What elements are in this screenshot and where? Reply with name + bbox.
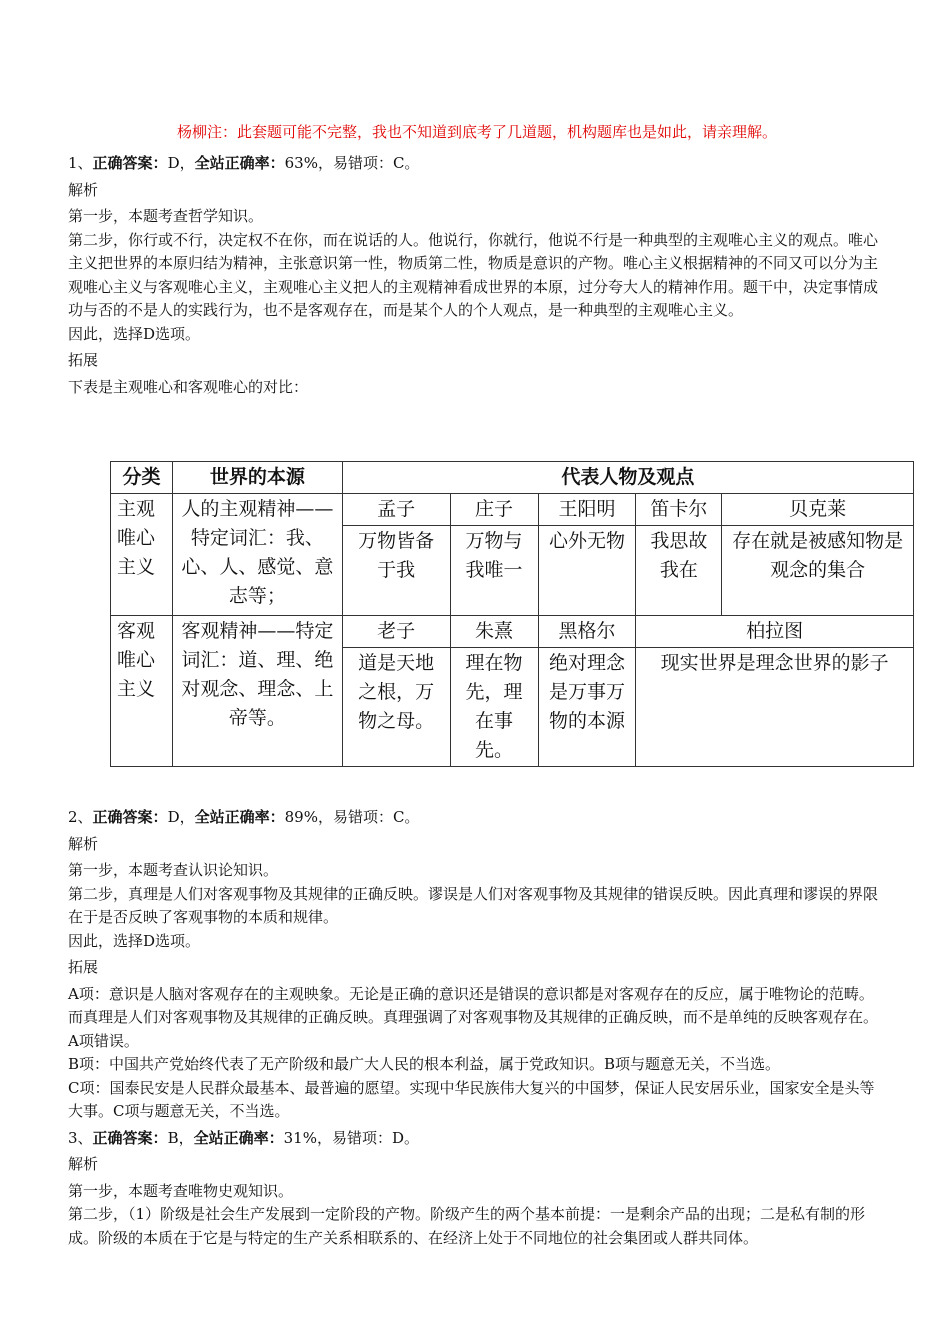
q1-analysis-label: 解析 xyxy=(68,180,99,199)
q2-header: 2、正确答案：D，全站正确率：89%，易错项：C。 xyxy=(68,808,420,826)
table-header-row xyxy=(111,462,914,494)
table-row xyxy=(111,494,914,526)
q2-step1: 第一步，本题考查认识论知识。 xyxy=(68,861,279,879)
section-q2 xyxy=(68,806,883,1250)
row1-origin: 人的主观精神——特定词汇：我、心、人、感觉、意志等； xyxy=(172,494,342,616)
row1-view: 心外无物 xyxy=(538,526,636,616)
th-origin: 世界的本源 xyxy=(172,462,342,494)
row1-name: 王阳明 xyxy=(538,494,636,526)
q2-conclusion: 因此，选择D选项。 xyxy=(68,931,201,950)
th-figures: 代表人物及观点 xyxy=(342,462,913,494)
row1-view: 存在就是被感知物是观念的集合 xyxy=(722,526,914,616)
row2-name: 黑格尔 xyxy=(538,616,636,648)
row2-name: 朱熹 xyxy=(450,616,538,648)
q3-header: 3、正确答案：B，全站正确率：31%，易错项：D。 xyxy=(68,1128,419,1147)
row2-category: 客观唯心主义 xyxy=(111,616,173,767)
q1-extension-label: 拓展 xyxy=(68,351,99,369)
row2-name: 柏拉图 xyxy=(636,616,914,648)
row1-category: 主观唯心主义 xyxy=(111,494,173,616)
q3-analysis-label: 解析 xyxy=(68,1155,99,1173)
comparison-table xyxy=(110,461,914,767)
row1-view: 万物皆备于我 xyxy=(342,526,450,616)
q1-table-intro: 下表是主观唯心和客观唯心的对比： xyxy=(68,377,309,396)
q3-step2: 第二步，（1）阶级是社会生产发展到一定阶段的产物。阶级产生的两个基本前提：一是剩余产品的出现；二是私有制的形成。阶级的本质在于它是与特定的生产关系相联系的、在经济上处于不同地位的社会集团或人群共同体。 xyxy=(68,1205,866,1247)
q2-option-b: B项：中国共产党始终代表了无产阶级和最广大人民的根本利益，属于党政知识。B项与题意无关，不当选。 xyxy=(68,1055,781,1073)
row2-view: 现实世界是理念世界的影子 xyxy=(636,648,914,767)
row2-origin: 客观精神——特定词汇：道、理、绝对观念、理念、上帝等。 xyxy=(172,616,342,767)
th-category: 分类 xyxy=(111,462,173,494)
row2-view: 理在物先，理在事先。 xyxy=(450,648,538,767)
q2-analysis-label: 解析 xyxy=(68,834,99,853)
section-q1 xyxy=(68,152,883,399)
q2-option-c: C项：国泰民安是人民群众最基本、最普遍的愿望。实现中华民族伟大复兴的中国梦，保证人民安居乐业，国家安全是头等大事。C项与题意无关，不当选。 xyxy=(68,1078,875,1120)
q1-header: 1、正确答案：D，全站正确率：63%，易错项：C。 xyxy=(68,154,420,172)
q2-extension-label: 拓展 xyxy=(68,958,99,976)
row1-name: 贝克莱 xyxy=(722,494,914,526)
row1-view: 万物与我唯一 xyxy=(450,526,538,616)
row2-name: 老子 xyxy=(342,616,450,648)
q3-step1: 第一步，本题考查唯物史观知识。 xyxy=(68,1181,294,1200)
table-row xyxy=(111,616,914,648)
q2-option-a: A项：意识是人脑对客观存在的主观映象。无论是正确的意识还是错误的意识都是对客观存在的反应，属于唯物论的范畴。而真理是人们对客观事物及其规律的正确反映。真理强调了对客观事物及其规律的正确反映，而不是单纯的反映客观存在。A项错误。 xyxy=(68,984,879,1050)
q2-step2: 第二步，真理是人们对客观事物及其规律的正确反映。谬误是人们对客观事物及其规律的错误反映。因此真理和谬误的界限在于是否反映了客观事物的本质和规律。 xyxy=(68,884,879,926)
q1-conclusion: 因此，选择D选项。 xyxy=(68,324,201,343)
row1-name: 孟子 xyxy=(342,494,450,526)
editor-note: 杨柳注：此套题可能不完整，我也不知道到底考了几道题，机构题库也是如此，请亲理解。 xyxy=(176,123,777,141)
row2-view: 道是天地之根，万物之母。 xyxy=(342,648,450,767)
row1-name: 庄子 xyxy=(450,494,538,526)
q1-step1: 第一步，本题考查哲学知识。 xyxy=(68,207,264,225)
row1-view: 我思故我在 xyxy=(636,526,722,616)
row2-view: 绝对理念是万事万物的本源 xyxy=(538,648,636,767)
row1-name: 笛卡尔 xyxy=(636,494,722,526)
q1-step2: 第二步，你行或不行，决定权不在你，而在说话的人。他说行，你就行，他说不行是一种典型的主观唯心主义的观点。唯心主义把世界的本原归结为精神，主张意识第一性，物质第二性，物质是意识的产物。唯心主义根据精神的不同又可以分为主观唯心主义与客观唯心主义，主观唯心主义把人的主观精神看成世界的本原，过分夸大人的精神作用。题干中，决定事情成功与否的不是人的实践行为，也不是客观存在，而是某个人的个人观点，是一种典型的主观唯心主义。 xyxy=(68,230,879,319)
